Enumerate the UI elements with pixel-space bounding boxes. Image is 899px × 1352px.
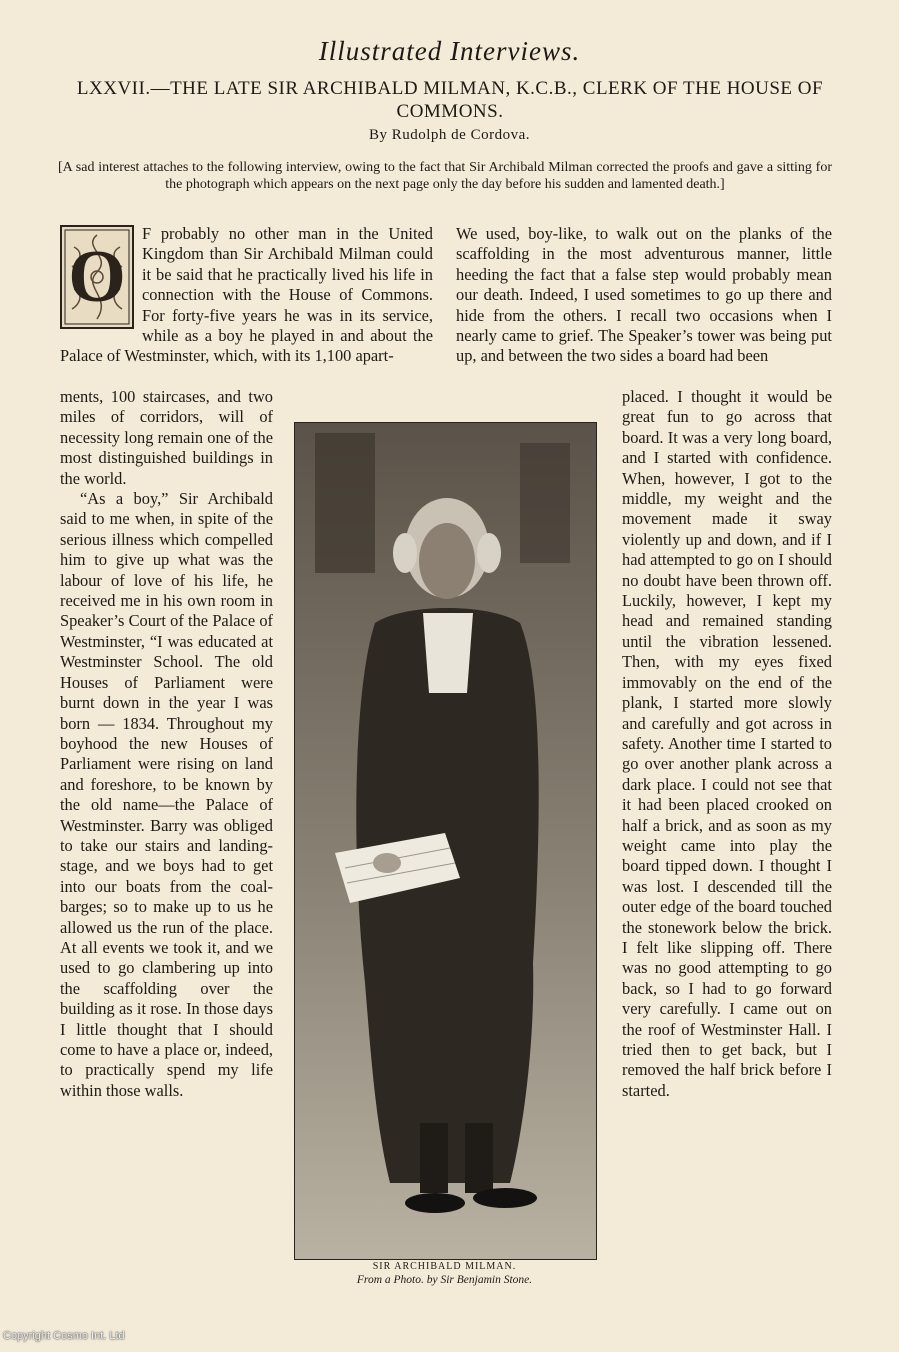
editorial-note: [A sad interest attaches to the following interview, owing to the fact that Sir Archibald Milman corrected the proofs and gave a sitting for the photograph which appears on the next page only the day before his sudden and lamented death.] — [58, 160, 832, 192]
paragraph-opening-continued: ments, 100 staircases, and two miles of corridors, will of necessity long remain one of the most distinguished buildings in the world. — [60, 387, 273, 488]
left-column-bottom — [60, 387, 273, 1101]
byline: By Rudolph de Cordova. — [369, 127, 530, 143]
right-column-bottom — [622, 387, 832, 1101]
paragraph-boyhood: “As a boy,” Sir Archibald said to me when, in spite of the serious illness which compelled him to give up what was the labour of love of his life, he received me in his own room in Speaker’s Court of the Palace of Westminster, “I was educated at Westminster School. The old Houses of Parliament were burnt down in the year I was born — 1834. Throughout my boyhood the new Houses of Parliament were rising on land and foreshore, to be known by the old name—the Palace of Westminster. Barry was obliged to take our stairs and landing-stage, and we boys had to get into our boats from the coal-barges; so to make up to us he allowed us the run of the place. At all events we took it, and we used to go clambering up into the scaffolding over the building as it rose. In those days I little thought that I should come to have a place or, indeed, to practically spend my life within those walls. — [60, 489, 273, 1100]
series-heading: Illustrated Interviews. — [318, 36, 581, 66]
photo-credit: From a Photo. by Sir Benjamin Stone. — [356, 1274, 533, 1286]
copyright-watermark: Copyright Cosmo Int. Ltd — [3, 1330, 125, 1342]
portrait-photo — [294, 422, 597, 1260]
right-column-top — [456, 224, 832, 367]
paragraph-scaffolding: We used, boy-like, to walk out on the planks of the scaffolding in the most adventurous manner, little heeding the fact that a false step would probably mean our death. Indeed, I used sometimes to go up there and hide from the others. I recall two occasions when I nearly came to grief. The Speaker’s tower was being put up, and between the two sides a board had been — [456, 224, 832, 366]
photo-caption: SIR ARCHIBALD MILMAN. — [372, 1261, 517, 1272]
left-column-top — [60, 224, 433, 367]
dropcap-letter: O — [68, 235, 126, 318]
portrait-figure-illustration — [295, 423, 596, 1259]
ornamental-dropcap — [60, 225, 134, 329]
article-title: LXXVII.—THE LATE SIR ARCHIBALD MILMAN, K.C.B., CLERK OF THE HOUSE OF COMMONS. — [76, 78, 824, 122]
paragraph-plank-story: placed. I thought it would be great fun to go across that board. It was a very long board, and I started with confidence. When, however, I got to the middle, my weight and the movement made it sway violently up and down, and if I had attempted to go on I should no doubt have been thrown off. Luckily, however, I kept my head and remained standing until the vibration lessened. Then, with my eyes fixed immovably on the end of the plank, I started more slowly and carefully and got across in safety. Another time I started to go over another plank across a dark place. I could not see that it had been placed crooked on half a brick, and as soon as my weight came into play the board tipped down. I thought I was lost. I descended till the outer edge of the board touched the stonework below the brick. I felt like slipping off. There was no good attempting to go back, so I had to go forward very carefully. I came out on the roof of Westminster Hall. I tried then to get back, but I removed the half brick before I started. — [622, 387, 832, 1100]
paragraph-opening: F probably no other man in the United Kingdom than Sir Archibald Milman could it be said that he practically lived his life in connection with the House of Commons. For forty-five years he was in its service, while as a boy he played in and about the Palace of Westminster, which, with its 1,100 apart- — [60, 224, 433, 366]
